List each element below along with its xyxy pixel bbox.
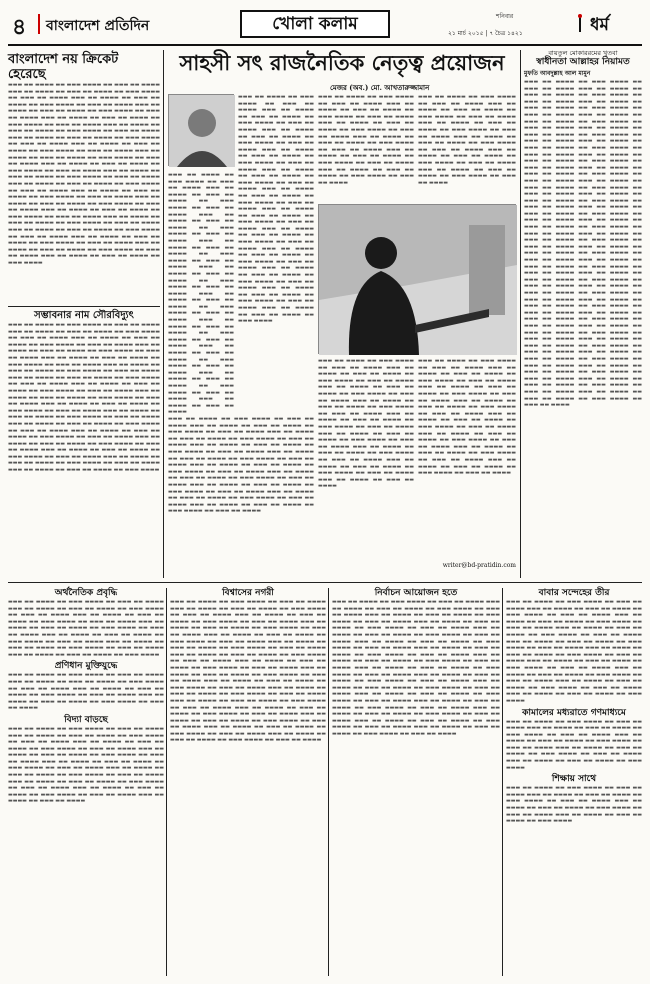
bottom-col-4: বাবার সন্দেহের তীর ▬▬▬ ▬▬ ▬▬▬▬ ▬▬ ▬▬▬ ▬▬▬▬ ▬▬ ▬▬▬ ▬▬ ▬▬▬▬ ▬▬▬ ▬▬ ▬▬▬▬ ▬▬ ▬▬▬ ▬▬ ▬▬▬▬ ▬▬ ▬▬▬ ▬▬▬▬ ▬▬ ▬▬▬ ▬▬ ▬▬▬▬ ▬▬▬ ▬▬ ▬▬▬▬ ▬▬ ▬▬▬ ▬▬ ▬▬▬▬ ▬▬ ▬▬▬ ▬▬▬▬ ▬▬ ▬▬▬ ▬▬ ▬▬▬▬ ▬▬▬ ▬▬ ▬▬▬▬ ▬▬ ▬▬▬ ▬▬ ▬▬▬▬ ▬▬ ▬▬▬ ▬▬▬▬ ▬▬ ▬▬▬ ▬▬ ▬▬▬▬ ▬▬▬ ▬▬ ▬▬▬▬ ▬▬ ▬▬▬ ▬▬ ▬▬▬▬ ▬▬ ▬▬▬ ▬▬▬▬ ▬▬ ▬▬▬ ▬▬ ▬▬▬▬ ▬▬▬ ▬▬ ▬▬▬▬ ▬▬ ▬▬▬ ▬▬ ▬▬▬▬ ▬▬ ▬▬▬ ▬▬▬▬ ▬▬ ▬▬▬ ▬▬ ▬▬▬▬ ▬▬▬ ▬▬ ▬▬▬▬ ▬▬ ▬▬▬ ▬▬ ▬▬▬▬ ▬▬ ▬▬▬ ▬▬▬▬ ▬▬ ▬▬▬ ▬▬ ▬▬▬▬ ▬▬▬ ▬▬ ▬▬▬▬ ▬▬ ▬▬▬ ▬▬ ▬▬▬▬ ▬▬ ▬▬▬ ▬▬▬▬ ▬▬ ▬▬▬ ▬▬ ▬▬▬▬ ▬▬▬ ▬▬ ▬▬▬▬ ▬▬ ▬▬▬ ▬▬ ▬▬▬▬ ▬▬ ▬▬▬ ▬▬▬▬ ▬▬ ▬▬▬ ▬▬ ▬▬▬▬ ▬▬▬ ▬▬ ▬▬▬▬ ▬▬ ▬▬▬ ▬▬ ▬▬▬▬ ▬▬ ▬▬▬ ▬▬▬▬ কামালের মধ্যরাতে গণমাধ্যমে ▬▬▬ ▬▬ ▬▬▬▬ ▬▬ ▬▬▬ ▬▬▬▬ ▬▬ ▬▬▬ ▬▬ ▬▬▬▬ ▬▬▬ ▬▬ ▬▬▬▬ ▬▬ ▬▬▬ ▬▬ ▬▬▬▬ ▬▬ ▬▬▬ ▬▬▬▬ ▬▬ ▬▬▬ ▬▬ ▬▬▬▬ ▬▬▬ ▬▬ ▬▬▬▬ ▬▬ ▬▬▬ ▬▬ ▬▬▬▬ ▬▬ ▬▬▬ ▬▬▬▬ ▬▬ ▬▬▬ ▬▬ ▬▬▬▬ ▬▬▬ ▬▬ ▬▬▬▬ ▬▬ ▬▬▬ ▬▬ ▬▬▬▬ ▬▬ ▬▬▬ ▬▬▬▬ ▬▬ ▬▬▬ ▬▬ ▬▬▬▬ ▬▬▬ ▬▬ ▬▬▬▬ ▬▬ ▬▬▬ ▬▬ ▬▬▬▬ ▬▬ ▬▬▬ ▬▬▬▬ শিক্ষায় সাথে ▬▬▬ ▬▬ ▬▬▬▬ ▬▬ ▬▬▬ ▬▬▬▬ ▬▬ ▬▬▬ ▬▬ ▬▬▬▬ ▬▬▬ ▬▬ ▬▬▬▬ ▬▬ ▬▬▬ ▬▬ ▬▬▬▬ ▬▬ ▬▬▬ ▬▬▬▬ ▬▬ ▬▬▬ ▬▬ ▬▬▬▬ ▬▬▬ ▬▬ ▬▬▬▬ ▬▬ ▬▬▬ ▬▬ ▬▬▬▬ ▬▬ ▬▬▬ ▬▬▬▬ ▬▬ ▬▬▬ ▬▬ ▬▬▬▬ ▬▬▬ ▬▬ ▬▬▬▬ ▬▬ ▬▬▬ ▬▬ ▬▬▬▬ ▬▬ ▬▬▬ ▬▬▬▬ [506,588,642,825]
right-section-title: ধর্ম [590,15,609,35]
masthead [8,6,642,46]
issue-date: ২১ মার্চ ২০১৫ | ৭ চৈত্র ১৪২১ [448,30,523,37]
section-title: খোলা কলাম [240,10,390,38]
main-author: মেজর (অব.) মো. আখতারুজ্জামান [330,83,430,92]
main-col-2: ▬▬▬ ▬▬ ▬▬▬▬ ▬▬ ▬▬▬ ▬▬▬▬ ▬▬ ▬▬▬ ▬▬ ▬▬▬▬ ▬▬▬ ▬▬ ▬▬▬▬ ▬▬ ▬▬▬ ▬▬ ▬▬▬▬ ▬▬ ▬▬▬ ▬▬▬▬ ▬▬ ▬▬▬ ▬▬ ▬▬▬▬ ▬▬▬ ▬▬ ▬▬▬▬ ▬▬ ▬▬▬ ▬▬ ▬▬▬▬ ▬▬ ▬▬▬ ▬▬▬▬ ▬▬ ▬▬▬ ▬▬ ▬▬▬▬ ▬▬▬ ▬▬ ▬▬▬▬ ▬▬ ▬▬▬ ▬▬ ▬▬▬▬ ▬▬ ▬▬▬ ▬▬▬▬ ▬▬ ▬▬▬ ▬▬ ▬▬▬▬ ▬▬▬ ▬▬ ▬▬▬▬ ▬▬ ▬▬▬ ▬▬ ▬▬▬▬ ▬▬ ▬▬▬ ▬▬▬▬ ▬▬ ▬▬▬ ▬▬ ▬▬▬▬ ▬▬▬ ▬▬ ▬▬▬▬ ▬▬ ▬▬▬ ▬▬ ▬▬▬▬ ▬▬ ▬▬▬ ▬▬▬▬ ▬▬ ▬▬▬ ▬▬ ▬▬▬▬ ▬▬▬ ▬▬ ▬▬▬▬ ▬▬ ▬▬▬ ▬▬ ▬▬▬▬ ▬▬ ▬▬▬ ▬▬▬▬ ▬▬ ▬▬▬ ▬▬ ▬▬▬▬ ▬▬▬ ▬▬ ▬▬▬▬ ▬▬ ▬▬▬ ▬▬ ▬▬▬▬ ▬▬ ▬▬▬ ▬▬▬▬ ▬▬ ▬▬▬ ▬▬ ▬▬▬▬ ▬▬▬ ▬▬ ▬▬▬▬ ▬▬ ▬▬▬ ▬▬ ▬▬▬▬ ▬▬ ▬▬▬ ▬▬▬▬ ▬▬ ▬▬▬ ▬▬ ▬▬▬▬ ▬▬▬ ▬▬ ▬▬▬▬ ▬▬ ▬▬▬ ▬▬ ▬▬▬▬ ▬▬ ▬▬▬ ▬▬▬▬ ▬▬ ▬▬▬ ▬▬ ▬▬▬▬ ▬▬▬ ▬▬ ▬▬▬▬ ▬▬ ▬▬▬ ▬▬ ▬▬▬▬ ▬▬ ▬▬▬ ▬▬▬▬ ▬▬ ▬▬▬ ▬▬ ▬▬▬▬ ▬▬▬ ▬▬ ▬▬▬▬ ▬▬ ▬▬▬ ▬▬ ▬▬▬▬ ▬▬ ▬▬▬ ▬▬▬▬ [238,94,314,325]
column-rule [520,50,521,578]
bottom-col-1: অর্থনৈতিক প্রবৃদ্ধি ▬▬▬ ▬▬ ▬▬▬▬ ▬▬ ▬▬▬ ▬▬▬▬ ▬▬ ▬▬▬ ▬▬ ▬▬▬▬ ▬▬▬ ▬▬ ▬▬▬▬ ▬▬ ▬▬▬ ▬▬ ▬▬▬▬ ▬▬ ▬▬▬ ▬▬▬▬ ▬▬ ▬▬▬ ▬▬ ▬▬▬▬ ▬▬▬ ▬▬ ▬▬▬▬ ▬▬ ▬▬▬ ▬▬ ▬▬▬▬ ▬▬ ▬▬▬ ▬▬▬▬ ▬▬ ▬▬▬ ▬▬ ▬▬▬▬ ▬▬▬ ▬▬ ▬▬▬▬ ▬▬ ▬▬▬ ▬▬ ▬▬▬▬ ▬▬ ▬▬▬ ▬▬▬▬ ▬▬ ▬▬▬ ▬▬ ▬▬▬▬ ▬▬▬ ▬▬ ▬▬▬▬ ▬▬ ▬▬▬ ▬▬ ▬▬▬▬ ▬▬ ▬▬▬ ▬▬▬▬ ▬▬ ▬▬▬ ▬▬ ▬▬▬▬ ▬▬▬ ▬▬ ▬▬▬▬ ▬▬ ▬▬▬ ▬▬ ▬▬▬▬ ▬▬ ▬▬▬ ▬▬▬▬ ▬▬ ▬▬▬ ▬▬ ▬▬▬▬ ▬▬▬ ▬▬ ▬▬▬▬ ▬▬ ▬▬▬ ▬▬ ▬▬▬▬ ▬▬ ▬▬▬ ▬▬▬▬ প্রণিধান মুক্তিযুদ্ধে ▬▬▬ ▬▬ ▬▬▬▬ ▬▬ ▬▬▬ ▬▬▬▬ ▬▬ ▬▬▬ ▬▬ ▬▬▬▬ ▬▬▬ ▬▬ ▬▬▬▬ ▬▬ ▬▬▬ ▬▬ ▬▬▬▬ ▬▬ ▬▬▬ ▬▬▬▬ ▬▬ ▬▬▬ ▬▬ ▬▬▬▬ ▬▬▬ ▬▬ ▬▬▬▬ ▬▬ ▬▬▬ ▬▬ ▬▬▬▬ ▬▬ ▬▬▬ ▬▬▬▬ ▬▬ ▬▬▬ ▬▬ ▬▬▬▬ ▬▬▬ ▬▬ ▬▬▬▬ ▬▬ ▬▬▬ ▬▬ ▬▬▬▬ ▬▬ ▬▬▬ ▬▬▬▬ ▬▬ ▬▬▬ ▬▬ ▬▬▬▬ বিদ্যা বাড়ছে ▬▬▬ ▬▬ ▬▬▬▬ ▬▬ ▬▬▬ ▬▬▬▬ ▬▬ ▬▬▬ ▬▬ ▬▬▬▬ ▬▬▬ ▬▬ ▬▬▬▬ ▬▬ ▬▬▬ ▬▬ ▬▬▬▬ ▬▬ ▬▬▬ ▬▬▬▬ ▬▬ ▬▬▬ ▬▬ ▬▬▬▬ ▬▬▬ ▬▬ ▬▬▬▬ ▬▬ ▬▬▬ ▬▬ ▬▬▬▬ ▬▬ ▬▬▬ ▬▬▬▬ ▬▬ ▬▬▬ ▬▬ ▬▬▬▬ ▬▬▬ ▬▬ ▬▬▬▬ ▬▬ ▬▬▬ ▬▬ ▬▬▬▬ ▬▬ ▬▬▬ ▬▬▬▬ ▬▬ ▬▬▬ ▬▬ ▬▬▬▬ ▬▬▬ ▬▬ ▬▬▬▬ ▬▬ ▬▬▬ ▬▬ ▬▬▬▬ ▬▬ ▬▬▬ ▬▬▬▬ ▬▬ ▬▬▬ ▬▬ ▬▬▬▬ ▬▬▬ ▬▬ ▬▬▬▬ ▬▬ ▬▬▬ ▬▬ ▬▬▬▬ ▬▬ ▬▬▬ ▬▬▬▬ ▬▬ ▬▬▬ ▬▬ ▬▬▬▬ ▬▬▬ ▬▬ ▬▬▬▬ ▬▬ ▬▬▬ ▬▬ ▬▬▬▬ ▬▬ ▬▬▬ ▬▬▬▬ ▬▬ ▬▬▬ ▬▬ ▬▬▬▬ ▬▬▬ ▬▬ ▬▬▬▬ ▬▬ ▬▬▬ ▬▬ ▬▬▬▬ ▬▬ ▬▬▬ ▬▬▬▬ ▬▬ ▬▬▬ ▬▬ ▬▬▬▬ ▬▬▬ ▬▬ ▬▬▬▬ ▬▬ ▬▬▬ ▬▬ ▬▬▬▬ [8,588,164,805]
section-divider [8,582,642,583]
left-subarticle-body: ▬▬▬ ▬▬ ▬▬▬▬ ▬▬ ▬▬▬ ▬▬▬▬ ▬▬ ▬▬▬ ▬▬ ▬▬▬▬ ▬▬▬ ▬▬ ▬▬▬▬ ▬▬ ▬▬▬ ▬▬ ▬▬▬▬ ▬▬ ▬▬▬ ▬▬▬▬ ▬▬ ▬▬▬ ▬▬ ▬▬▬▬ ▬▬▬ ▬▬ ▬▬▬▬ ▬▬ ▬▬▬ ▬▬ ▬▬▬▬ ▬▬ ▬▬▬ ▬▬▬▬ ▬▬ ▬▬▬ ▬▬ ▬▬▬▬ ▬▬▬ ▬▬ ▬▬▬▬ ▬▬ ▬▬▬ ▬▬ ▬▬▬▬ ▬▬ ▬▬▬ ▬▬▬▬ ▬▬ ▬▬▬ ▬▬ ▬▬▬▬ ▬▬▬ ▬▬ ▬▬▬▬ ▬▬ ▬▬▬ ▬▬ ▬▬▬▬ ▬▬ ▬▬▬ ▬▬▬▬ ▬▬ ▬▬▬ ▬▬ ▬▬▬▬ ▬▬▬ ▬▬ ▬▬▬▬ ▬▬ ▬▬▬ ▬▬ ▬▬▬▬ ▬▬ ▬▬▬ ▬▬▬▬ ▬▬ ▬▬▬ ▬▬ ▬▬▬▬ ▬▬▬ ▬▬ ▬▬▬▬ ▬▬ ▬▬▬ ▬▬ ▬▬▬▬ ▬▬ ▬▬▬ ▬▬▬▬ ▬▬ ▬▬▬ ▬▬ ▬▬▬▬ ▬▬▬ ▬▬ ▬▬▬▬ ▬▬ ▬▬▬ ▬▬ ▬▬▬▬ ▬▬ ▬▬▬ ▬▬▬▬ ▬▬ ▬▬▬ ▬▬ ▬▬▬▬ ▬▬▬ ▬▬ ▬▬▬▬ ▬▬ ▬▬▬ ▬▬ ▬▬▬▬ ▬▬ ▬▬▬ ▬▬▬▬ ▬▬ ▬▬▬ ▬▬ ▬▬▬▬ ▬▬▬ ▬▬ ▬▬▬▬ ▬▬ ▬▬▬ ▬▬ ▬▬▬▬ ▬▬ ▬▬▬ ▬▬▬▬ ▬▬ ▬▬▬ ▬▬ ▬▬▬▬ ▬▬▬ ▬▬ ▬▬▬▬ ▬▬ ▬▬▬ ▬▬ ▬▬▬▬ ▬▬ ▬▬▬ ▬▬▬▬ ▬▬ ▬▬▬ ▬▬ ▬▬▬▬ ▬▬▬ ▬▬ ▬▬▬▬ ▬▬ ▬▬▬ ▬▬ ▬▬▬▬ ▬▬ ▬▬▬ ▬▬▬▬ ▬▬ ▬▬▬ ▬▬ ▬▬▬▬ ▬▬▬ ▬▬ ▬▬▬▬ ▬▬ ▬▬▬ ▬▬ ▬▬▬▬ ▬▬ ▬▬▬ ▬▬▬▬ ▬▬ ▬▬▬ ▬▬ ▬▬▬▬ ▬▬▬ ▬▬ ▬▬▬▬ ▬▬ ▬▬▬ ▬▬ ▬▬▬▬ ▬▬ ▬▬▬ ▬▬▬▬ ▬▬ ▬▬▬ ▬▬ ▬▬▬▬ ▬▬▬ ▬▬ ▬▬▬▬ ▬▬ ▬▬▬ ▬▬ ▬▬▬▬ ▬▬ ▬▬▬ ▬▬▬▬ ▬▬ ▬▬▬ ▬▬ ▬▬▬▬ ▬▬▬ ▬▬ ▬▬▬▬ ▬▬ ▬▬▬ ▬▬ ▬▬▬▬ ▬▬ ▬▬▬ ▬▬▬▬ ▬▬ ▬▬▬ ▬▬ ▬▬▬▬ ▬▬▬ ▬▬ ▬▬▬▬ ▬▬ ▬▬▬ ▬▬ ▬▬▬▬ ▬▬ ▬▬▬ ▬▬▬▬ [8,322,160,474]
main-col-7: ▬▬▬ ▬▬ ▬▬▬▬ ▬▬ ▬▬▬ ▬▬▬▬ ▬▬ ▬▬▬ ▬▬ ▬▬▬▬ ▬▬▬ ▬▬ ▬▬▬▬ ▬▬ ▬▬▬ ▬▬ ▬▬▬▬ ▬▬ ▬▬▬ ▬▬▬▬ ▬▬ ▬▬▬ ▬▬ ▬▬▬▬ ▬▬▬ ▬▬ ▬▬▬▬ ▬▬ ▬▬▬ ▬▬ ▬▬▬▬ ▬▬ ▬▬▬ ▬▬▬▬ ▬▬ ▬▬▬ ▬▬ ▬▬▬▬ ▬▬▬ ▬▬ ▬▬▬▬ ▬▬ ▬▬▬ ▬▬ ▬▬▬▬ ▬▬ ▬▬▬ ▬▬▬▬ ▬▬ ▬▬▬ ▬▬ ▬▬▬▬ ▬▬▬ ▬▬ ▬▬▬▬ ▬▬ ▬▬▬ ▬▬ ▬▬▬▬ ▬▬ ▬▬▬ ▬▬▬▬ ▬▬ ▬▬▬ ▬▬ ▬▬▬▬ ▬▬▬ ▬▬ ▬▬▬▬ ▬▬ ▬▬▬ ▬▬ ▬▬▬▬ ▬▬ ▬▬▬ ▬▬▬▬ ▬▬ ▬▬▬ ▬▬ ▬▬▬▬ ▬▬▬ ▬▬ ▬▬▬▬ ▬▬ ▬▬▬ ▬▬ ▬▬▬▬ ▬▬ ▬▬▬ ▬▬▬▬ ▬▬ ▬▬▬ ▬▬ ▬▬▬▬ ▬▬▬ ▬▬ ▬▬▬▬ ▬▬ ▬▬▬ ▬▬ ▬▬▬▬ ▬▬ ▬▬▬ ▬▬▬▬ ▬▬ ▬▬▬ ▬▬ ▬▬▬▬ ▬▬▬ ▬▬ ▬▬▬▬ ▬▬ ▬▬▬ ▬▬ ▬▬▬▬ ▬▬ ▬▬▬ ▬▬▬▬ ▬▬ ▬▬▬ ▬▬ ▬▬▬▬ ▬▬▬ ▬▬ ▬▬▬▬ ▬▬ ▬▬▬ ▬▬ ▬▬▬▬ ▬▬ ▬▬▬ ▬▬▬▬ ▬▬ ▬▬▬ ▬▬ ▬▬▬▬ [168,416,314,515]
page-number: ৪ [12,14,27,40]
issue-day: শনিবার [496,13,514,20]
bottom-col4-headline: বাবার সন্দেহের তীর [538,588,610,598]
left-article [8,52,160,304]
column-rule [163,50,164,578]
bottom-col1-sub2: বিদ্যা বাড়ছে [64,714,108,725]
right-article [524,50,642,578]
article-illustration [318,204,516,354]
right-headline: স্বাধীনতা আল্লাহর নিয়ামত [536,57,630,67]
bottom-col1-headline: অর্থনৈতিক প্রবৃদ্ধি [54,588,118,598]
right-kicker: বায়তুল মোকাররমের খুতবা [548,49,618,57]
right-author: মুফতি আবদুল্লাহ আল মামুন [524,70,591,77]
main-col-1: ▬▬▬ ▬▬ ▬▬▬▬ ▬▬ ▬▬▬ ▬▬▬▬ ▬▬ ▬▬▬ ▬▬ ▬▬▬▬ ▬▬▬ ▬▬ ▬▬▬▬ ▬▬ ▬▬▬ ▬▬ ▬▬▬▬ ▬▬ ▬▬▬ ▬▬▬▬ ▬▬ ▬▬▬ ▬▬ ▬▬▬▬ ▬▬▬ ▬▬ ▬▬▬▬ ▬▬ ▬▬▬ ▬▬ ▬▬▬▬ ▬▬ ▬▬▬ ▬▬▬▬ ▬▬ ▬▬▬ ▬▬ ▬▬▬▬ ▬▬▬ ▬▬ ▬▬▬▬ ▬▬ ▬▬▬ ▬▬ ▬▬▬▬ ▬▬ ▬▬▬ ▬▬▬▬ ▬▬ ▬▬▬ ▬▬ ▬▬▬▬ ▬▬▬ ▬▬ ▬▬▬▬ ▬▬ ▬▬▬ ▬▬ ▬▬▬▬ ▬▬ ▬▬▬ ▬▬▬▬ ▬▬ ▬▬▬ ▬▬ ▬▬▬▬ ▬▬▬ ▬▬ ▬▬▬▬ ▬▬ ▬▬▬ ▬▬ ▬▬▬▬ ▬▬ ▬▬▬ ▬▬▬▬ ▬▬ ▬▬▬ ▬▬ ▬▬▬▬ ▬▬▬ ▬▬ ▬▬▬▬ ▬▬ ▬▬▬ ▬▬ ▬▬▬▬ ▬▬ ▬▬▬ ▬▬▬▬ ▬▬ ▬▬▬ ▬▬ ▬▬▬▬ ▬▬▬ ▬▬ ▬▬▬▬ ▬▬ ▬▬▬ ▬▬ ▬▬▬▬ ▬▬ ▬▬▬ ▬▬▬▬ ▬▬ ▬▬▬ ▬▬ ▬▬▬▬ ▬▬▬ ▬▬ ▬▬▬▬ ▬▬ ▬▬▬ ▬▬ ▬▬▬▬ ▬▬ ▬▬▬ ▬▬▬▬ ▬▬ ▬▬▬ ▬▬ ▬▬▬▬ ▬▬▬ ▬▬ ▬▬▬▬ ▬▬ ▬▬▬ ▬▬ ▬▬▬▬ [168,172,234,416]
column-rule [166,588,167,976]
bottom-col1-sub1: প্রণিধান মুক্তিযুদ্ধে [54,661,118,672]
paper-name: বাংলাদেশ প্রতিদিন [46,14,149,38]
bottom-col-2: বিশ্বাসের নগরী ▬▬▬ ▬▬ ▬▬▬▬ ▬▬ ▬▬▬ ▬▬▬▬ ▬▬ ▬▬▬ ▬▬ ▬▬▬▬ ▬▬▬ ▬▬ ▬▬▬▬ ▬▬ ▬▬▬ ▬▬ ▬▬▬▬ ▬▬ ▬▬▬ ▬▬▬▬ ▬▬ ▬▬▬ ▬▬ ▬▬▬▬ ▬▬▬ ▬▬ ▬▬▬▬ ▬▬ ▬▬▬ ▬▬ ▬▬▬▬ ▬▬ ▬▬▬ ▬▬▬▬ ▬▬ ▬▬▬ ▬▬ ▬▬▬▬ ▬▬▬ ▬▬ ▬▬▬▬ ▬▬ ▬▬▬ ▬▬ ▬▬▬▬ ▬▬ ▬▬▬ ▬▬▬▬ ▬▬ ▬▬▬ ▬▬ ▬▬▬▬ ▬▬▬ ▬▬ ▬▬▬▬ ▬▬ ▬▬▬ ▬▬ ▬▬▬▬ ▬▬ ▬▬▬ ▬▬▬▬ ▬▬ ▬▬▬ ▬▬ ▬▬▬▬ ▬▬▬ ▬▬ ▬▬▬▬ ▬▬ ▬▬▬ ▬▬ ▬▬▬▬ ▬▬ ▬▬▬ ▬▬▬▬ ▬▬ ▬▬▬ ▬▬ ▬▬▬▬ ▬▬▬ ▬▬ ▬▬▬▬ ▬▬ ▬▬▬ ▬▬ ▬▬▬▬ ▬▬ ▬▬▬ ▬▬▬▬ ▬▬ ▬▬▬ ▬▬ ▬▬▬▬ ▬▬▬ ▬▬ ▬▬▬▬ ▬▬ ▬▬▬ ▬▬ ▬▬▬▬ ▬▬ ▬▬▬ ▬▬▬▬ ▬▬ ▬▬▬ ▬▬ ▬▬▬▬ ▬▬▬ ▬▬ ▬▬▬▬ ▬▬ ▬▬▬ ▬▬ ▬▬▬▬ ▬▬ ▬▬▬ ▬▬▬▬ ▬▬ ▬▬▬ ▬▬ ▬▬▬▬ ▬▬▬ ▬▬ ▬▬▬▬ ▬▬ ▬▬▬ ▬▬ ▬▬▬▬ ▬▬ ▬▬▬ ▬▬▬▬ ▬▬ ▬▬▬ ▬▬ ▬▬▬▬ ▬▬▬ ▬▬ ▬▬▬▬ ▬▬ ▬▬▬ ▬▬ ▬▬▬▬ ▬▬ ▬▬▬ ▬▬▬▬ ▬▬ ▬▬▬ ▬▬ ▬▬▬▬ ▬▬▬ ▬▬ ▬▬▬▬ ▬▬ ▬▬▬ ▬▬ ▬▬▬▬ ▬▬ ▬▬▬ ▬▬▬▬ ▬▬ ▬▬▬ ▬▬ ▬▬▬▬ ▬▬▬ ▬▬ ▬▬▬▬ ▬▬ ▬▬▬ ▬▬ ▬▬▬▬ ▬▬ ▬▬▬ ▬▬▬▬ ▬▬ ▬▬▬ ▬▬ ▬▬▬▬ ▬▬▬ ▬▬ ▬▬▬▬ ▬▬ ▬▬▬ ▬▬ ▬▬▬▬ ▬▬ ▬▬▬ ▬▬▬▬ ▬▬ ▬▬▬ ▬▬ ▬▬▬▬ ▬▬▬ ▬▬ ▬▬▬▬ ▬▬ ▬▬▬ ▬▬ ▬▬▬▬ ▬▬ ▬▬▬ ▬▬▬▬ ▬▬ ▬▬▬ ▬▬ ▬▬▬▬ ▬▬▬ ▬▬ ▬▬▬▬ ▬▬ ▬▬▬ ▬▬ ▬▬▬▬ ▬▬ ▬▬▬ ▬▬▬▬ ▬▬ ▬▬▬ ▬▬ ▬▬▬▬ [170,588,326,744]
left-body: ▬▬▬ ▬▬ ▬▬▬▬ ▬▬ ▬▬▬ ▬▬▬▬ ▬▬ ▬▬▬ ▬▬ ▬▬▬▬ ▬▬▬ ▬▬ ▬▬▬▬ ▬▬ ▬▬▬ ▬▬ ▬▬▬▬ ▬▬ ▬▬▬ ▬▬▬▬ ▬▬ ▬▬▬ ▬▬ ▬▬▬▬ ▬▬▬ ▬▬ ▬▬▬▬ ▬▬ ▬▬▬ ▬▬ ▬▬▬▬ ▬▬ ▬▬▬ ▬▬▬▬ ▬▬ ▬▬▬ ▬▬ ▬▬▬▬ ▬▬▬ ▬▬ ▬▬▬▬ ▬▬ ▬▬▬ ▬▬ ▬▬▬▬ ▬▬ ▬▬▬ ▬▬▬▬ ▬▬ ▬▬▬ ▬▬ ▬▬▬▬ ▬▬▬ ▬▬ ▬▬▬▬ ▬▬ ▬▬▬ ▬▬ ▬▬▬▬ ▬▬ ▬▬▬ ▬▬▬▬ ▬▬ ▬▬▬ ▬▬ ▬▬▬▬ ▬▬▬ ▬▬ ▬▬▬▬ ▬▬ ▬▬▬ ▬▬ ▬▬▬▬ ▬▬ ▬▬▬ ▬▬▬▬ ▬▬ ▬▬▬ ▬▬ ▬▬▬▬ ▬▬▬ ▬▬ ▬▬▬▬ ▬▬ ▬▬▬ ▬▬ ▬▬▬▬ ▬▬ ▬▬▬ ▬▬▬▬ ▬▬ ▬▬▬ ▬▬ ▬▬▬▬ ▬▬▬ ▬▬ ▬▬▬▬ ▬▬ ▬▬▬ ▬▬ ▬▬▬▬ ▬▬ ▬▬▬ ▬▬▬▬ ▬▬ ▬▬▬ ▬▬ ▬▬▬▬ ▬▬▬ ▬▬ ▬▬▬▬ ▬▬ ▬▬▬ ▬▬ ▬▬▬▬ ▬▬ ▬▬▬ ▬▬▬▬ ▬▬ ▬▬▬ ▬▬ ▬▬▬▬ ▬▬▬ ▬▬ ▬▬▬▬ ▬▬ ▬▬▬ ▬▬ ▬▬▬▬ ▬▬ ▬▬▬ ▬▬▬▬ ▬▬ ▬▬▬ ▬▬ ▬▬▬▬ ▬▬▬ ▬▬ ▬▬▬▬ ▬▬ ▬▬▬ ▬▬ ▬▬▬▬ ▬▬ ▬▬▬ ▬▬▬▬ ▬▬ ▬▬▬ ▬▬ ▬▬▬▬ ▬▬▬ ▬▬ ▬▬▬▬ ▬▬ ▬▬▬ ▬▬ ▬▬▬▬ ▬▬ ▬▬▬ ▬▬▬▬ ▬▬ ▬▬▬ ▬▬ ▬▬▬▬ ▬▬▬ ▬▬ ▬▬▬▬ ▬▬ ▬▬▬ ▬▬ ▬▬▬▬ ▬▬ ▬▬▬ ▬▬▬▬ ▬▬ ▬▬▬ ▬▬ ▬▬▬▬ ▬▬▬ ▬▬ ▬▬▬▬ ▬▬ ▬▬▬ ▬▬ ▬▬▬▬ ▬▬ ▬▬▬ ▬▬▬▬ ▬▬ ▬▬▬ ▬▬ ▬▬▬▬ ▬▬▬ ▬▬ ▬▬▬▬ ▬▬ ▬▬▬ ▬▬ ▬▬▬▬ ▬▬ ▬▬▬ ▬▬▬▬ ▬▬ ▬▬▬ ▬▬ ▬▬▬▬ ▬▬▬ ▬▬ ▬▬▬▬ ▬▬ ▬▬▬ ▬▬ ▬▬▬▬ ▬▬ ▬▬▬ ▬▬▬▬ ▬▬ ▬▬▬ ▬▬ ▬▬▬▬ ▬▬▬ ▬▬ ▬▬▬▬ ▬▬ ▬▬▬ ▬▬ ▬▬▬▬ ▬▬ ▬▬▬ ▬▬▬▬ ▬▬ ▬▬▬ ▬▬ ▬▬▬▬ ▬▬▬ ▬▬ ▬▬▬▬ ▬▬ ▬▬▬ ▬▬ ▬▬▬▬ ▬▬ ▬▬▬ ▬▬▬▬ ▬▬ ▬▬▬ ▬▬ ▬▬▬▬ ▬▬▬ ▬▬ ▬▬▬▬ ▬▬ ▬▬▬ ▬▬ ▬▬▬▬ ▬▬ ▬▬▬ ▬▬▬▬ ▬▬ ▬▬▬ ▬▬ ▬▬▬▬ ▬▬▬ ▬▬ ▬▬▬▬ ▬▬ ▬▬▬ ▬▬ ▬▬▬▬ ▬▬ ▬▬▬ ▬▬▬▬ [8,82,160,267]
column-rule [502,588,503,976]
silhouette-illustration-icon [319,205,517,355]
bottom-col4-sub1: কামালের মধ্যরাতে গণমাধ্যমে [522,707,626,718]
bottom-col4-sub2: শিক্ষায় সাথে [551,774,597,785]
column-rule [328,588,329,976]
divider [8,306,160,307]
main-email: writer@bd-pratidin.com [442,562,516,569]
author-photo [168,94,234,166]
main-headline: সাহসী সৎ রাজনৈতিক নেতৃত্ব প্রয়োজন [179,50,505,75]
bottom-col2-headline: বিশ্বাসের নগরী [222,588,274,598]
left-subarticle [8,310,160,578]
main-col-6: ▬▬▬ ▬▬ ▬▬▬▬ ▬▬ ▬▬▬ ▬▬▬▬ ▬▬ ▬▬▬ ▬▬ ▬▬▬▬ ▬▬▬ ▬▬ ▬▬▬▬ ▬▬ ▬▬▬ ▬▬ ▬▬▬▬ ▬▬ ▬▬▬ ▬▬▬▬ ▬▬ ▬▬▬ ▬▬ ▬▬▬▬ ▬▬▬ ▬▬ ▬▬▬▬ ▬▬ ▬▬▬ ▬▬ ▬▬▬▬ ▬▬ ▬▬▬ ▬▬▬▬ ▬▬ ▬▬▬ ▬▬ ▬▬▬▬ ▬▬▬ ▬▬ ▬▬▬▬ ▬▬ ▬▬▬ ▬▬ ▬▬▬▬ ▬▬ ▬▬▬ ▬▬▬▬ ▬▬ ▬▬▬ ▬▬ ▬▬▬▬ ▬▬▬ ▬▬ ▬▬▬▬ ▬▬ ▬▬▬ ▬▬ ▬▬▬▬ ▬▬ ▬▬▬ ▬▬▬▬ ▬▬ ▬▬▬ ▬▬ ▬▬▬▬ ▬▬▬ ▬▬ ▬▬▬▬ ▬▬ ▬▬▬ ▬▬ ▬▬▬▬ ▬▬ ▬▬▬ ▬▬▬▬ ▬▬ ▬▬▬ ▬▬ ▬▬▬▬ ▬▬▬ ▬▬ ▬▬▬▬ ▬▬ ▬▬▬ ▬▬ ▬▬▬▬ ▬▬ ▬▬▬ ▬▬▬▬ ▬▬ ▬▬▬ ▬▬ ▬▬▬▬ ▬▬▬ ▬▬ ▬▬▬▬ ▬▬ ▬▬▬ ▬▬ ▬▬▬▬ ▬▬ ▬▬▬ ▬▬▬▬ ▬▬ ▬▬▬ ▬▬ ▬▬▬▬ [418,358,516,477]
left-subhead: সম্ভাবনার নাম সৌরবিদ্যুৎ [34,310,134,321]
author-portrait-icon [169,95,235,167]
mosque-icon [574,14,586,32]
main-col-3: ▬▬▬ ▬▬ ▬▬▬▬ ▬▬ ▬▬▬ ▬▬▬▬ ▬▬ ▬▬▬ ▬▬ ▬▬▬▬ ▬▬▬ ▬▬ ▬▬▬▬ ▬▬ ▬▬▬ ▬▬ ▬▬▬▬ ▬▬ ▬▬▬ ▬▬▬▬ ▬▬ ▬▬▬ ▬▬ ▬▬▬▬ ▬▬▬ ▬▬ ▬▬▬▬ ▬▬ ▬▬▬ ▬▬ ▬▬▬▬ ▬▬ ▬▬▬ ▬▬▬▬ ▬▬ ▬▬▬ ▬▬ ▬▬▬▬ ▬▬▬ ▬▬ ▬▬▬▬ ▬▬ ▬▬▬ ▬▬ ▬▬▬▬ ▬▬ ▬▬▬ ▬▬▬▬ ▬▬ ▬▬▬ ▬▬ ▬▬▬▬ ▬▬▬ ▬▬ ▬▬▬▬ ▬▬ ▬▬▬ ▬▬ ▬▬▬▬ ▬▬ ▬▬▬ ▬▬▬▬ ▬▬ ▬▬▬ ▬▬ ▬▬▬▬ ▬▬▬ ▬▬ ▬▬▬▬ ▬▬ ▬▬▬ ▬▬ ▬▬▬▬ ▬▬ ▬▬▬ ▬▬▬▬ ▬▬ ▬▬▬ ▬▬ ▬▬▬▬ [318,94,414,186]
bottom-col-3: নির্বাচন আয়োজন হতে ▬▬▬ ▬▬ ▬▬▬▬ ▬▬ ▬▬▬ ▬▬▬▬ ▬▬ ▬▬▬ ▬▬ ▬▬▬▬ ▬▬▬ ▬▬ ▬▬▬▬ ▬▬ ▬▬▬ ▬▬ ▬▬▬▬ ▬▬ ▬▬▬ ▬▬▬▬ ▬▬ ▬▬▬ ▬▬ ▬▬▬▬ ▬▬▬ ▬▬ ▬▬▬▬ ▬▬ ▬▬▬ ▬▬ ▬▬▬▬ ▬▬ ▬▬▬ ▬▬▬▬ ▬▬ ▬▬▬ ▬▬ ▬▬▬▬ ▬▬▬ ▬▬ ▬▬▬▬ ▬▬ ▬▬▬ ▬▬ ▬▬▬▬ ▬▬ ▬▬▬ ▬▬▬▬ ▬▬ ▬▬▬ ▬▬ ▬▬▬▬ ▬▬▬ ▬▬ ▬▬▬▬ ▬▬ ▬▬▬ ▬▬ ▬▬▬▬ ▬▬ ▬▬▬ ▬▬▬▬ ▬▬ ▬▬▬ ▬▬ ▬▬▬▬ ▬▬▬ ▬▬ ▬▬▬▬ ▬▬ ▬▬▬ ▬▬ ▬▬▬▬ ▬▬ ▬▬▬ ▬▬▬▬ ▬▬ ▬▬▬ ▬▬ ▬▬▬▬ ▬▬▬ ▬▬ ▬▬▬▬ ▬▬ ▬▬▬ ▬▬ ▬▬▬▬ ▬▬ ▬▬▬ ▬▬▬▬ ▬▬ ▬▬▬ ▬▬ ▬▬▬▬ ▬▬▬ ▬▬ ▬▬▬▬ ▬▬ ▬▬▬ ▬▬ ▬▬▬▬ ▬▬ ▬▬▬ ▬▬▬▬ ▬▬ ▬▬▬ ▬▬ ▬▬▬▬ ▬▬▬ ▬▬ ▬▬▬▬ ▬▬ ▬▬▬ ▬▬ ▬▬▬▬ ▬▬ ▬▬▬ ▬▬▬▬ ▬▬ ▬▬▬ ▬▬ ▬▬▬▬ ▬▬▬ ▬▬ ▬▬▬▬ ▬▬ ▬▬▬ ▬▬ ▬▬▬▬ ▬▬ ▬▬▬ ▬▬▬▬ ▬▬ ▬▬▬ ▬▬ ▬▬▬▬ ▬▬▬ ▬▬ ▬▬▬▬ ▬▬ ▬▬▬ ▬▬ ▬▬▬▬ ▬▬ ▬▬▬ ▬▬▬▬ ▬▬ ▬▬▬ ▬▬ ▬▬▬▬ ▬▬▬ ▬▬ ▬▬▬▬ ▬▬ ▬▬▬ ▬▬ ▬▬▬▬ ▬▬ ▬▬▬ ▬▬▬▬ ▬▬ ▬▬▬ ▬▬ ▬▬▬▬ ▬▬▬ ▬▬ ▬▬▬▬ ▬▬ ▬▬▬ ▬▬ ▬▬▬▬ ▬▬ ▬▬▬ ▬▬▬▬ ▬▬ ▬▬▬ ▬▬ ▬▬▬▬ ▬▬▬ ▬▬ ▬▬▬▬ ▬▬ ▬▬▬ ▬▬ ▬▬▬▬ ▬▬ ▬▬▬ ▬▬▬▬ ▬▬ ▬▬▬ ▬▬ ▬▬▬▬ ▬▬▬ ▬▬ ▬▬▬▬ ▬▬ ▬▬▬ ▬▬ ▬▬▬▬ ▬▬ ▬▬▬ ▬▬▬▬ ▬▬ ▬▬▬ ▬▬ ▬▬▬▬ ▬▬▬ ▬▬ ▬▬▬▬ ▬▬ ▬▬▬ ▬▬ ▬▬▬▬ ▬▬ ▬▬▬ ▬▬▬▬ ▬▬ ▬▬▬ ▬▬ ▬▬▬▬ [332,588,500,737]
main-col-4: ▬▬▬ ▬▬ ▬▬▬▬ ▬▬ ▬▬▬ ▬▬▬▬ ▬▬ ▬▬▬ ▬▬ ▬▬▬▬ ▬▬▬ ▬▬ ▬▬▬▬ ▬▬ ▬▬▬ ▬▬ ▬▬▬▬ ▬▬ ▬▬▬ ▬▬▬▬ ▬▬ ▬▬▬ ▬▬ ▬▬▬▬ ▬▬▬ ▬▬ ▬▬▬▬ ▬▬ ▬▬▬ ▬▬ ▬▬▬▬ ▬▬ ▬▬▬ ▬▬▬▬ ▬▬ ▬▬▬ ▬▬ ▬▬▬▬ ▬▬▬ ▬▬ ▬▬▬▬ ▬▬ ▬▬▬ ▬▬ ▬▬▬▬ ▬▬ ▬▬▬ ▬▬▬▬ ▬▬ ▬▬▬ ▬▬ ▬▬▬▬ ▬▬▬ ▬▬ ▬▬▬▬ ▬▬ ▬▬▬ ▬▬ ▬▬▬▬ ▬▬ ▬▬▬ ▬▬▬▬ ▬▬ ▬▬▬ ▬▬ ▬▬▬▬ ▬▬▬ ▬▬ ▬▬▬▬ ▬▬ ▬▬▬ ▬▬ ▬▬▬▬ ▬▬ ▬▬▬ ▬▬▬▬ ▬▬ ▬▬▬ ▬▬ ▬▬▬▬ [418,94,516,186]
bottom-col3-headline: নির্বাচন আয়োজন হতে [374,588,458,598]
main-col-5: ▬▬▬ ▬▬ ▬▬▬▬ ▬▬ ▬▬▬ ▬▬▬▬ ▬▬ ▬▬▬ ▬▬ ▬▬▬▬ ▬▬▬ ▬▬ ▬▬▬▬ ▬▬ ▬▬▬ ▬▬ ▬▬▬▬ ▬▬ ▬▬▬ ▬▬▬▬ ▬▬ ▬▬▬ ▬▬ ▬▬▬▬ ▬▬▬ ▬▬ ▬▬▬▬ ▬▬ ▬▬▬ ▬▬ ▬▬▬▬ ▬▬ ▬▬▬ ▬▬▬▬ ▬▬ ▬▬▬ ▬▬ ▬▬▬▬ ▬▬▬ ▬▬ ▬▬▬▬ ▬▬ ▬▬▬ ▬▬ ▬▬▬▬ ▬▬ ▬▬▬ ▬▬▬▬ ▬▬ ▬▬▬ ▬▬ ▬▬▬▬ ▬▬▬ ▬▬ ▬▬▬▬ ▬▬ ▬▬▬ ▬▬ ▬▬▬▬ ▬▬ ▬▬▬ ▬▬▬▬ ▬▬ ▬▬▬ ▬▬ ▬▬▬▬ ▬▬▬ ▬▬ ▬▬▬▬ ▬▬ ▬▬▬ ▬▬ ▬▬▬▬ ▬▬ ▬▬▬ ▬▬▬▬ ▬▬ ▬▬▬ ▬▬ ▬▬▬▬ ▬▬▬ ▬▬ ▬▬▬▬ ▬▬ ▬▬▬ ▬▬ ▬▬▬▬ ▬▬ ▬▬▬ ▬▬▬▬ ▬▬ ▬▬▬ ▬▬ ▬▬▬▬ ▬▬▬ ▬▬ ▬▬▬▬ ▬▬ ▬▬▬ ▬▬ ▬▬▬▬ ▬▬ ▬▬▬ ▬▬▬▬ ▬▬ ▬▬▬ ▬▬ ▬▬▬▬ ▬▬▬ ▬▬ ▬▬▬▬ ▬▬ ▬▬▬ ▬▬ ▬▬▬▬ [318,358,414,490]
right-body: ▬▬▬ ▬▬ ▬▬▬▬ ▬▬ ▬▬▬ ▬▬▬▬ ▬▬ ▬▬▬ ▬▬ ▬▬▬▬ ▬▬▬ ▬▬ ▬▬▬▬ ▬▬ ▬▬▬ ▬▬ ▬▬▬▬ ▬▬ ▬▬▬ ▬▬▬▬ ▬▬ ▬▬▬ ▬▬ ▬▬▬▬ ▬▬▬ ▬▬ ▬▬▬▬ ▬▬ ▬▬▬ ▬▬ ▬▬▬▬ ▬▬ ▬▬▬ ▬▬▬▬ ▬▬ ▬▬▬ ▬▬ ▬▬▬▬ ▬▬▬ ▬▬ ▬▬▬▬ ▬▬ ▬▬▬ ▬▬ ▬▬▬▬ ▬▬ ▬▬▬ ▬▬▬▬ ▬▬ ▬▬▬ ▬▬ ▬▬▬▬ ▬▬▬ ▬▬ ▬▬▬▬ ▬▬ ▬▬▬ ▬▬ ▬▬▬▬ ▬▬ ▬▬▬ ▬▬▬▬ ▬▬ ▬▬▬ ▬▬ ▬▬▬▬ ▬▬▬ ▬▬ ▬▬▬▬ ▬▬ ▬▬▬ ▬▬ ▬▬▬▬ ▬▬ ▬▬▬ ▬▬▬▬ ▬▬ ▬▬▬ ▬▬ ▬▬▬▬ ▬▬▬ ▬▬ ▬▬▬▬ ▬▬ ▬▬▬ ▬▬ ▬▬▬▬ ▬▬ ▬▬▬ ▬▬▬▬ ▬▬ ▬▬▬ ▬▬ ▬▬▬▬ ▬▬▬ ▬▬ ▬▬▬▬ ▬▬ ▬▬▬ ▬▬ ▬▬▬▬ ▬▬ ▬▬▬ ▬▬▬▬ ▬▬ ▬▬▬ ▬▬ ▬▬▬▬ ▬▬▬ ▬▬ ▬▬▬▬ ▬▬ ▬▬▬ ▬▬ ▬▬▬▬ ▬▬ ▬▬▬ ▬▬▬▬ ▬▬ ▬▬▬ ▬▬ ▬▬▬▬ ▬▬▬ ▬▬ ▬▬▬▬ ▬▬ ▬▬▬ ▬▬ ▬▬▬▬ ▬▬ ▬▬▬ ▬▬▬▬ ▬▬ ▬▬▬ ▬▬ ▬▬▬▬ ▬▬▬ ▬▬ ▬▬▬▬ ▬▬ ▬▬▬ ▬▬ ▬▬▬▬ ▬▬ ▬▬▬ ▬▬▬▬ ▬▬ ▬▬▬ ▬▬ ▬▬▬▬ ▬▬▬ ▬▬ ▬▬▬▬ ▬▬ ▬▬▬ ▬▬ ▬▬▬▬ ▬▬ ▬▬▬ ▬▬▬▬ ▬▬ ▬▬▬ ▬▬ ▬▬▬▬ ▬▬▬ ▬▬ ▬▬▬▬ ▬▬ ▬▬▬ ▬▬ ▬▬▬▬ ▬▬ ▬▬▬ ▬▬▬▬ ▬▬ ▬▬▬ ▬▬ ▬▬▬▬ ▬▬▬ ▬▬ ▬▬▬▬ ▬▬ ▬▬▬ ▬▬ ▬▬▬▬ ▬▬ ▬▬▬ ▬▬▬▬ ▬▬ ▬▬▬ ▬▬ ▬▬▬▬ ▬▬▬ ▬▬ ▬▬▬▬ ▬▬ ▬▬▬ ▬▬ ▬▬▬▬ ▬▬ ▬▬▬ ▬▬▬▬ ▬▬ ▬▬▬ ▬▬ ▬▬▬▬ ▬▬▬ ▬▬ ▬▬▬▬ ▬▬ ▬▬▬ ▬▬ ▬▬▬▬ ▬▬ ▬▬▬ ▬▬▬▬ ▬▬ ▬▬▬ ▬▬ ▬▬▬▬ ▬▬▬ ▬▬ ▬▬▬▬ ▬▬ ▬▬▬ ▬▬ ▬▬▬▬ ▬▬ ▬▬▬ ▬▬▬▬ ▬▬ ▬▬▬ ▬▬ ▬▬▬▬ ▬▬▬ ▬▬ ▬▬▬▬ ▬▬ ▬▬▬ ▬▬ ▬▬▬▬ ▬▬ ▬▬▬ ▬▬▬▬ ▬▬ ▬▬▬ ▬▬ ▬▬▬▬ ▬▬▬ ▬▬ ▬▬▬▬ ▬▬ ▬▬▬ ▬▬ ▬▬▬▬ ▬▬ ▬▬▬ ▬▬▬▬ ▬▬ ▬▬▬ ▬▬ ▬▬▬▬ ▬▬▬ ▬▬ ▬▬▬▬ ▬▬ ▬▬▬ ▬▬ ▬▬▬▬ ▬▬ ▬▬▬ ▬▬▬▬ ▬▬ ▬▬▬ ▬▬ ▬▬▬▬ ▬▬▬ ▬▬ ▬▬▬▬ ▬▬ ▬▬▬ ▬▬ ▬▬▬▬ ▬▬ ▬▬▬ ▬▬▬▬ ▬▬ ▬▬▬ ▬▬ ▬▬▬▬ ▬▬▬ ▬▬ ▬▬▬▬ ▬▬ ▬▬▬ ▬▬ ▬▬▬▬ ▬▬ ▬▬▬ ▬▬▬▬ ▬▬ ▬▬▬ ▬▬ ▬▬▬▬ ▬▬▬ ▬▬ ▬▬▬▬ ▬▬ ▬▬▬ ▬▬ ▬▬▬▬ ▬▬ ▬▬▬ ▬▬▬▬ ▬▬ ▬▬▬ ▬▬ ▬▬▬▬ ▬▬▬ ▬▬ ▬▬▬▬ ▬▬ ▬▬▬ ▬▬ ▬▬▬▬ ▬▬ ▬▬▬ ▬▬▬▬ ▬▬ ▬▬▬ ▬▬ ▬▬▬▬ ▬▬▬ ▬▬ ▬▬▬▬ ▬▬ ▬▬▬ ▬▬ ▬▬▬▬ ▬▬ ▬▬▬ ▬▬▬▬ ▬▬ ▬▬▬ ▬▬ ▬▬▬▬ [524,79,642,409]
left-headline: বাংলাদেশ নয় ক্রিকেট হেরেছে [8,52,119,82]
